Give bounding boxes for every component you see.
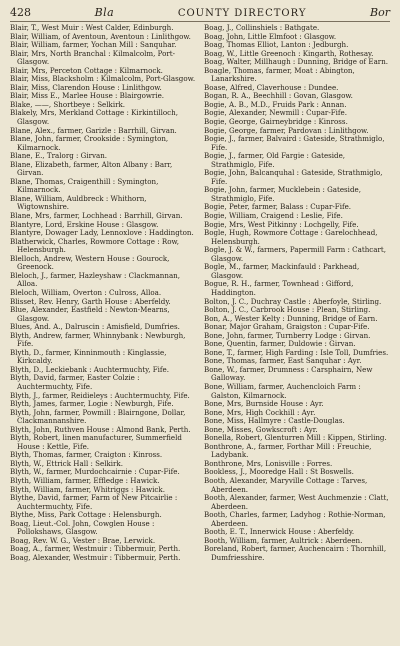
directory-entry: Bone, W., farmer, Drumness : Carsphairn, New Galloway. [204, 365, 373, 383]
directory-entry: Bogie, A. B., M.D., Fruids Park : Annan. [204, 100, 347, 109]
directory-entry: Blyth, David, farmer, Easter Colzie : Auchtermuchty, Fife. [10, 374, 140, 391]
directory-entry: Bogie, Peter, farmer, Balass : Cupar-Fife. [204, 203, 352, 212]
guide-word: Bor [370, 6, 390, 19]
directory-entry: Blair, Miss E., Marlee House : Blairgowrie. [10, 92, 165, 101]
directory-entry: Blane, Mrs, farmer, Lochhead : Barrhill, Girvan. [10, 212, 183, 221]
directory-entry: Bogle, M., farmer, Mackinfauld : Parkhead, Glasgow. [204, 263, 360, 280]
directory-entry: Blake, ——, Shortbeye : Selkirk. [10, 100, 126, 109]
directory-entry: Bogie, William, Craigend : Leslie, Fife. [204, 212, 343, 221]
directory-entry: Bolton, J. C., Carbrook House : Plean, Stirling. [204, 306, 371, 315]
directory-entry: Bogie, John, Balcanquhal : Gateside, Strathmiglo, Fife. [204, 169, 383, 186]
directory-entry: Bookless, J., Mooredge Hall : St Boswells. [204, 468, 354, 477]
directory-entry: Boag, Alexander, Westmuir : Tibbermuir, Perth. [10, 553, 181, 562]
directory-entry: Blyth, Robert, linen manufacturer, Summerfield House : Kettle, Fife. [10, 434, 182, 451]
directory-entry: Blair, William, of Aventoun, Aventoun : Linlithgow. [10, 32, 191, 41]
directory-entry: Boag, W., Little Greenoch : Kingarth, Rothesay. [204, 49, 374, 58]
directory-entry: Boase, Alfred, Claverhouse : Dundee. [204, 83, 339, 92]
directory-entry: Blane, E., Tralorg : Girvan. [10, 152, 108, 161]
directory-entry: Boag, Rev. W. G., Vester : Brae, Lerwick. [10, 536, 156, 545]
directory-entry: Blakely, Mrs, Merkland Cottage : Kirkintilloch, Glasgow. [10, 109, 178, 127]
directory-entry: Bogie, J., farmer, Old Fargie : Gateside, Strathmiglo, Fife. [204, 152, 346, 169]
directory-entry: Bone, Quentin, farmer, Duldowie : Girvan. [204, 340, 356, 349]
directory-entry: Bogue, R. H., farmer, Townhead : Gifford, Haddington. [204, 280, 354, 297]
directory-entry: Bogie, Alexander, Newmill : Cupar-Fife. [204, 109, 347, 118]
directory-entry: Bon, A., Wester Kelty : Dunning, Bridge of Earn. [204, 314, 378, 323]
directory-entry: Bone, Misses, Gowkscroft : Ayr. [204, 425, 318, 434]
directory-entry: Blantyre, Lord, Erskine House : Glasgow. [10, 220, 159, 229]
directory-entry: Bone, Miss, Hallmyre : Castle-Douglas. [204, 417, 345, 426]
directory-entry: Bogie, George, farmer, Pardovan : Linlithgow. [204, 126, 369, 135]
directory-entry: Blair, Mrs, North Branchal : Kilmalcolm, Port-Glasgow. [10, 49, 175, 67]
directory-entry: Bogie, Mrs, West Pitkinny : Lochgelly, Fife. [204, 220, 359, 229]
directory-entry: Blyth, John, farmer, Powmill : Blairngone, Dollar, Clackmannanshire. [10, 408, 186, 426]
directory-entry: Blyth, John, Ruthven House : Almond Bank, Perth. [10, 425, 191, 434]
directory-entry: Blair, William, farmer, Yochan Mill : Sanquhar. [10, 41, 177, 50]
directory-entry: Blair, Miss, Clarendon House : Linlithgow. [10, 83, 162, 92]
directory-entry: Bonella, Robert, Glenturren Mill : Kippen, Stirling. [204, 434, 387, 443]
directory-entry: Booth, Alexander, Maryville Cottage : Tarves, Aberdeen. [204, 476, 368, 494]
directory-entry: Blyth, William, farmer, Whitriggs : Hawick. [10, 485, 165, 494]
directory-entry: Bonar, Major Graham, Graigston : Cupar-Fife. [204, 323, 370, 332]
left-column [10, 24, 196, 562]
directory-entry: Blyth, William, farmer, Effledge : Hawick. [10, 476, 160, 485]
directory-entry: Bone, Mrs, Burnside House : Ayr. [204, 400, 324, 409]
directory-entry: Booth, Charles, farmer, Ladyhog : Rothie-Norman, Aberdeen. [204, 511, 386, 528]
directory-entry: Booth, E. T., Innerwick House : Aberfeldy. [204, 528, 355, 537]
directory-entry: Blyth, Andrew, farmer, Whinnybank : Newburgh, Fife. [10, 331, 186, 349]
directory-entry: Blair, Mrs, Perceton Cottage : Kilmarnock. [10, 66, 163, 75]
directory-entry: Bone, William, farmer, Auchencloich Farm : Galston, Kilmarnock. [204, 382, 361, 400]
directory-entry: Booth, William, farmer, Aultrick : Aberdeen. [204, 536, 363, 545]
directory-entry: Bonthrone, A., farmer, Forthar Mill : Freuchie, Ladybank. [204, 442, 372, 460]
directory-entry: Boagle, Thomas, farmer, Moat : Abington, Lanarkshire. [204, 66, 355, 84]
directory-entry: Blair, T., West Muir : West Calder, Edinburgh. [10, 24, 174, 32]
directory-entry: Blane, Thomas, Craigenthill : Symington, Kilmarnock. [10, 177, 159, 195]
directory-entry: Blisset, Rev. Henry, Garth House : Aberfeldy. [10, 297, 171, 306]
directory-entry: Boag, Thomas Elliot, Lanton : Jedburgh. [204, 41, 349, 50]
directory-entry: Blair, Miss, Blacksholm : Kilmalcolm, Port-Glasgow. [10, 75, 196, 84]
directory-entry: Bogie, John, farmer, Mucklebein : Gateside, Strathmiglo, Fife. [204, 186, 361, 203]
directory-entry: Blatherwick, Charles, Rowmore Cottage : Row, Helensburgh. [10, 237, 179, 255]
directory-entry: Bone, T., farmer, High Farding : Isle Toll, Dumfries. [204, 348, 389, 357]
directory-entry: Blythe, David, farmer, Farm of New Pitcairlie : Auchtermuchty, Fife. [10, 494, 178, 511]
directory-entry: Blane, Alex., farmer, Garizle : Barrhill, Girvan. [10, 126, 177, 135]
directory-entry: Boag, Lieut.-Col. John, Cowglen House : Pollokshaws, Glasgow. [10, 519, 155, 537]
directory-entry: Bogie, George, Gairneybridge : Kinross. [204, 118, 348, 127]
directory-entry: Boag, J., Collinshiels : Bathgate. [204, 24, 320, 32]
directory-entry: Blyth, W., farmer, Murdochcairnie : Cupar-Fife. [10, 468, 180, 477]
page-header [10, 6, 390, 22]
directory-entry: Booth, Alexander, farmer, West Auchmenzie : Clatt, Aberdeen. [204, 494, 389, 511]
directory-entry: Bonthrone, Mrs, Lonisville : Forres. [204, 459, 333, 468]
directory-entry: Blyth, W., Ettrick Hall : Selkirk. [10, 459, 123, 468]
page-number: 428 [10, 6, 31, 19]
directory-entry: Blyth, D., Leckiebank : Auchtermuchty, Fife. [10, 365, 170, 374]
directory-entry: Bone, John, farmer, Turnberry Lodge : Girvan. [204, 331, 371, 340]
directory-entry: Bleloch, William, Overton : Culross, Alloa. [10, 288, 162, 297]
running-head: Bla [94, 6, 115, 19]
directory-entry: Blyth, Thomas, farmer, Craigton : Kinross. [10, 451, 163, 460]
directory-entry: Bolton, J. C., Duchray Castle : Aberfoyle, Stirling. [204, 297, 382, 306]
directory-entry: Bone, Thomas, farmer, East Sanquhar : Ayr. [204, 357, 362, 366]
page-title: COUNTY DIRECTORY [177, 8, 307, 19]
directory-entry: Blue, Alexander, Eastfield : Newton-Mearns, Glasgow. [10, 306, 170, 323]
directory-entry: Blelloch, Andrew, Western House : Gourock, Greenock. [10, 254, 170, 272]
directory-entry: Blythe, Miss, Park Cottage : Helensburgh. [10, 511, 162, 520]
directory-entry: Boag, Walter, Millhaugh : Dunning, Bridge of Earn. [204, 58, 389, 67]
right-column [204, 24, 390, 562]
directory-entry: Boreland, Robert, farmer, Auchencairn : Thornhill, Dumfriesshire. [204, 545, 387, 562]
directory-entry: Bleloch, J., farmer, Hazleyshaw : Clackmannan, Alloa. [10, 271, 180, 289]
directory-entry: Bogie, J., farmer, Balvaird : Gateside, Strathmiglo, Fife. [204, 135, 385, 152]
directory-entry: Blyth, J., farmer, Reidieleys : Auchtermuchty, Fife. [10, 391, 190, 400]
directory-entry: Blyth, D., farmer, Kinninmouth : Kinglassie, Kirkcaldy. [10, 348, 167, 366]
directory-entry: Blues, And. A., Dalruscin : Amisfield, Dumfries. [10, 323, 180, 332]
directory-entry: Blane, John, farmer, Crookside : Symington, Kilmarnock. [10, 135, 169, 152]
directory-entry: Bogle, J. & W., farmers, Papermill Farm : Cathcart, Glasgow. [204, 246, 386, 263]
directory-entry: Blyth, James, farmer, Logie : Newburgh, Fife. [10, 400, 174, 409]
directory-entry: Bogan, R. A., Beechhill : Govan, Glasgow. [204, 92, 353, 101]
directory-entry: Bogle, Hugh, Rowmore Cottage : Garelochhead, Helensburgh. [204, 229, 378, 246]
directory-entry: Blantyre, Dowager Lady, Lennoxlove : Haddington. [10, 229, 194, 238]
directory-entry: Blane, William, Auldbreck : Whithorn, Wigtownshire. [10, 194, 147, 212]
directory-columns [10, 24, 390, 562]
directory-entry: Blane, Elizabeth, farmer, Alton Albany : Barr, Girvan. [10, 160, 173, 178]
directory-entry: Boag, A., farmer, Westmuir : Tibbermuir, Perth. [10, 545, 181, 554]
directory-entry: Boag, John, Little Elmfoot : Glasgow. [204, 32, 337, 41]
directory-entry: Bone, Mrs, High Cockhill : Ayr. [204, 408, 316, 417]
